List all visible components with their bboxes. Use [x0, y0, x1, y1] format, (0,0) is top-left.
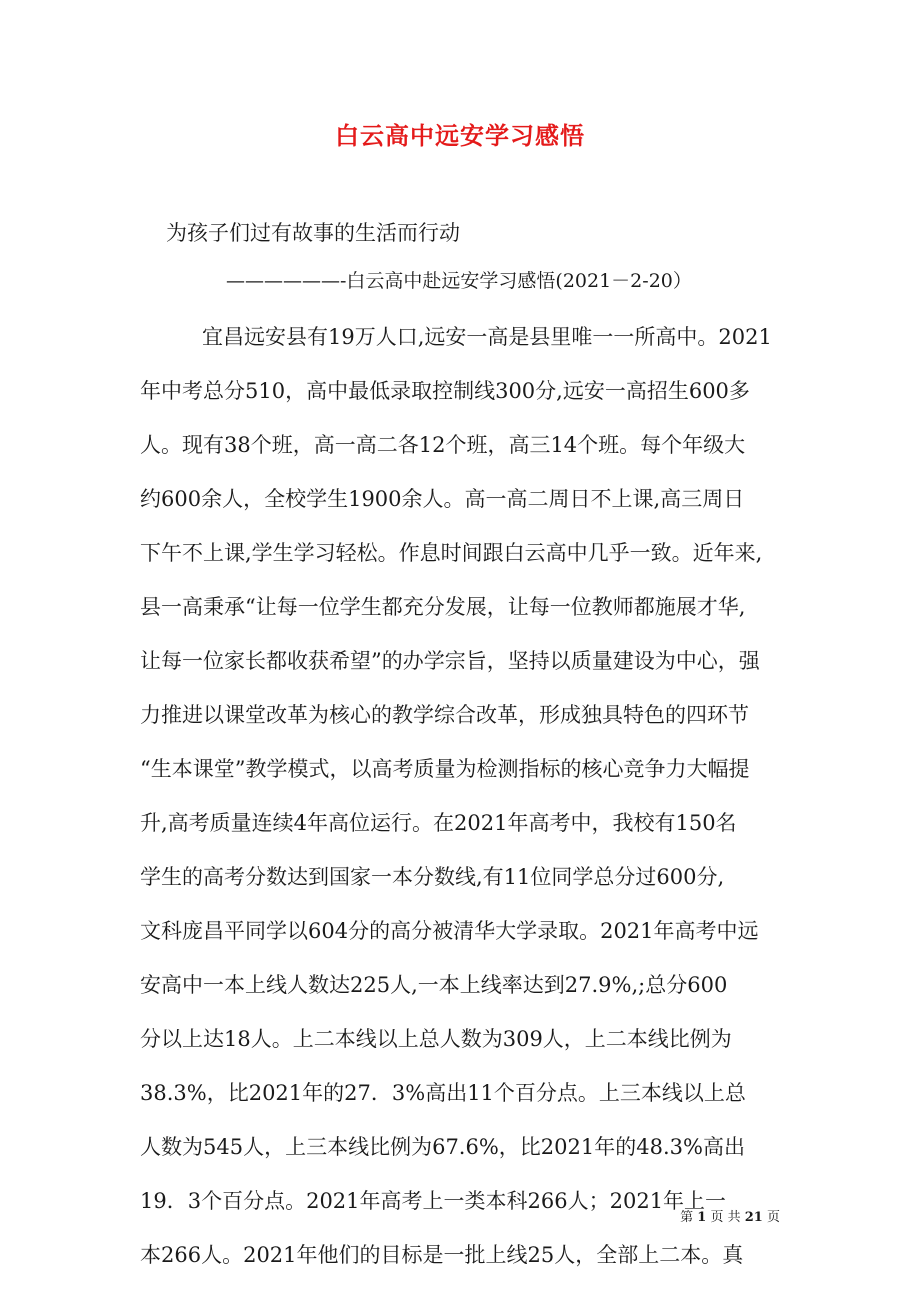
- body-line: “生本课堂”教学模式，以高考质量为检测指标的核心竞争力大幅提: [140, 757, 750, 781]
- body-line: 让每一位家长都收获希望”的办学宗旨，坚持以质量建设为中心，强: [140, 649, 760, 673]
- footer-prefix: 第: [680, 1210, 694, 1225]
- body-line: 下午不上课,学生学习轻松。作息时间跟白云高中几乎一致。近年来,: [140, 541, 763, 565]
- body-paragraph: [140, 310, 780, 1282]
- body-line: 宜昌远安县有19万人口,远安一高是县里唯一一所高中。2021: [202, 325, 772, 349]
- footer-total-pages: 21: [744, 1210, 763, 1225]
- body-line: 年中考总分510，高中最低录取控制线300分,远安一高招生600多: [140, 379, 750, 403]
- body-line: 38.3%，比2021年的27．3%高出11个百分点。上三本线以上总: [140, 1081, 746, 1105]
- document-subtitle: 为孩子们过有故事的生活而行动: [166, 221, 460, 245]
- footer-page-number: 1: [697, 1210, 707, 1225]
- page-footer: [680, 1206, 780, 1225]
- document-subtitle-sign: ——————-白云高中赴远安学习感悟(2021－2-20）: [226, 270, 692, 292]
- body-line: 人。现有38个班，高一高二各12个班，高三14个班。每个年级大: [140, 433, 746, 457]
- body-line: 安高中一本上线人数达225人,一本上线率达到27.9%,;总分600: [140, 973, 728, 997]
- body-line: 分以上达18人。上二本线以上总人数为309人，上二本线比例为: [140, 1027, 732, 1051]
- body-line: 县一高秉承“让每一位学生都充分发展，让每一位教师都施展才华,: [140, 595, 746, 619]
- body-line: 升,高考质量连续4年高位运行。在2021年高考中，我校有150名: [140, 811, 737, 835]
- body-line: 文科庞昌平同学以604分的高分被清华大学录取。2021年高考中远: [140, 919, 759, 943]
- body-line: 人数为545人，上三本线比例为67.6%，比2021年的48.3%高出: [140, 1135, 745, 1159]
- body-line: 学生的高考分数达到国家一本分数线,有11位同学总分过600分,: [140, 865, 725, 889]
- body-line: 本266人。2021年他们的目标是一批上线25人，全部上二本。真: [140, 1243, 744, 1267]
- document-title: 白云高中远安学习感悟: [335, 121, 585, 150]
- body-line: 19．3个百分点。2021年高考上一类本科266人；2021年上一: [140, 1189, 727, 1213]
- body-line: 约600余人，全校学生1900余人。高一高二周日不上课,高三周日: [140, 487, 745, 511]
- footer-suffix: 页: [766, 1210, 780, 1225]
- footer-middle: 页 共: [710, 1210, 741, 1225]
- body-line: 力推进以课堂改革为核心的教学综合改革，形成独具特色的四环节: [140, 703, 749, 727]
